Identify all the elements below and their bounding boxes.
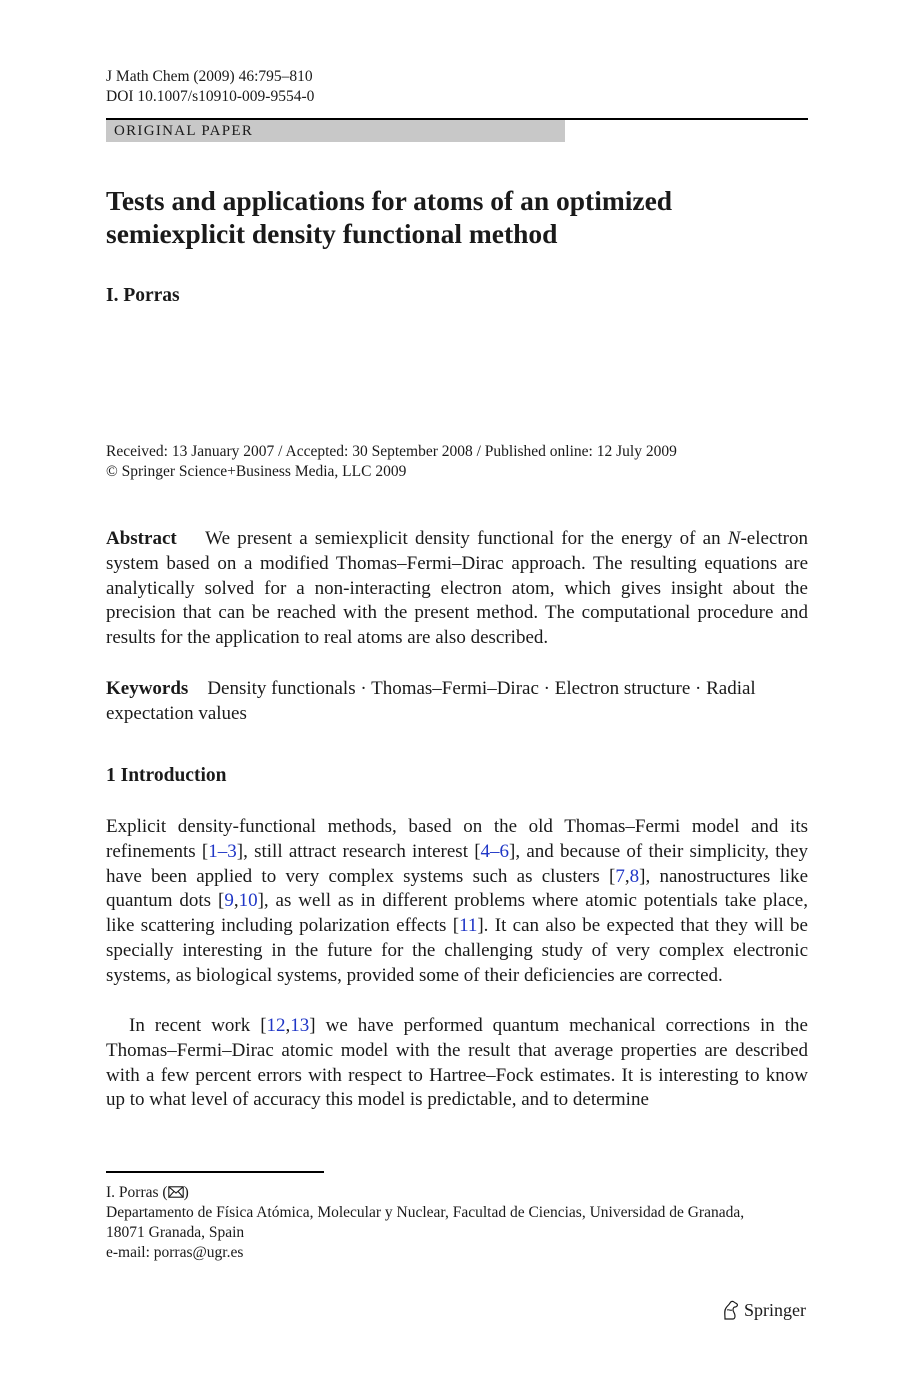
abstract-text-2: -electron system based on a modified Thomas–Fermi–Dirac approach. The resulting equations are analytically solved for a non-interacting electron atom, which gives insight about the precision that can be reached with the present method. The computational procedure and results for the application to real atoms are also described. [106, 528, 808, 649]
citation-link[interactable]: 8 [629, 865, 640, 887]
citation-link[interactable]: 1–3 [208, 840, 237, 862]
text: , [285, 1015, 291, 1036]
citation-link[interactable]: 4–6 [480, 840, 510, 862]
text: ]. It can also be expected that they will be specially interesting in the future for the challenging study of very complex electronic systems, as biological systems, provided some of their deficiencies are corrected. [106, 915, 808, 986]
abstract-text-1: We present a semiexplicit density functional for the energy of an [205, 528, 728, 549]
abstract-italic-n: N [727, 528, 741, 549]
paper-title [106, 184, 806, 250]
text: ], nanostructures like quantum dots [ [106, 865, 809, 912]
footnote [106, 1183, 816, 1263]
text: In recent work [ [129, 1015, 267, 1036]
citation-link[interactable]: 12 [266, 1015, 286, 1036]
keywords-label: Keywords [106, 678, 189, 699]
springer-horse-icon [722, 1300, 740, 1320]
citation-link[interactable]: 9 [224, 890, 234, 912]
text: ], as well as in different problems where atomic potentials take place, like scattering including polarization effects [ [106, 890, 808, 937]
footnote-author: I. Porras ( ) [106, 1184, 189, 1201]
affiliation-line-2: 18071 Granada, Spain [106, 1224, 245, 1241]
abstract-label: Abstract [106, 528, 177, 549]
abstract [106, 527, 808, 651]
section-label: ORIGINAL PAPER [114, 123, 254, 139]
citation-link[interactable]: 10 [238, 890, 258, 912]
author-name: I. Porras [106, 285, 180, 306]
citation-link[interactable]: 11 [459, 915, 478, 937]
text: ], and because of their simplicity, they have been applied to very complex systems such as clusters [ [106, 840, 808, 887]
copyright: © Springer Science+Business Media, LLC 2009 [106, 463, 407, 480]
title-line-1: Tests and applications for atoms of an optimized [106, 185, 673, 216]
text: Explicit density-functional methods, based on the old Thomas–Fermi model and its refinements [ [106, 816, 808, 862]
publication-history [106, 442, 826, 482]
text: , [233, 890, 239, 912]
keywords-text: Density functionals · Thomas–Fermi–Dirac · Electron structure · Radial expectation values [106, 678, 756, 724]
citation-link[interactable]: 7 [615, 865, 625, 887]
keywords [106, 677, 808, 727]
text: , [624, 865, 630, 887]
affiliation-line-1: Departamento de Física Atómica, Molecular y Nuclear, Facultad de Ciencias, Universidad de Granada, [106, 1204, 745, 1221]
author-email[interactable]: e-mail: porras@ugr.es [106, 1244, 244, 1261]
title-line-2: semiexplicit density functional method [106, 218, 558, 249]
text: ] we have performed quantum mechanical corrections in the Thomas–Fermi–Dirac atomic model with the result that average properties are described with a few percent errors with respect to Hartree–Fock estimates. It is interesting to know up to what level of accuracy this model is predictable, and to determine [106, 1015, 808, 1111]
journal-citation: J Math Chem (2009) 46:795–810 [106, 68, 313, 85]
envelope-icon [168, 1186, 184, 1198]
citation-link[interactable]: 13 [290, 1015, 310, 1036]
intro-paragraph-2 [106, 1014, 808, 1113]
publisher-logo [722, 1298, 806, 1322]
footnote-rule [106, 1171, 324, 1173]
publisher-name: Springer [744, 1300, 806, 1320]
text: ], still attract research interest [ [236, 840, 481, 862]
doi: DOI 10.1007/s10910-009-9554-0 [106, 88, 315, 105]
intro-paragraph-1 [106, 815, 808, 989]
journal-header [106, 67, 314, 107]
dates: Received: 13 January 2007 / Accepted: 30 September 2008 / Published online: 12 July 2009 [106, 443, 677, 460]
section-heading: 1 Introduction [106, 765, 227, 786]
